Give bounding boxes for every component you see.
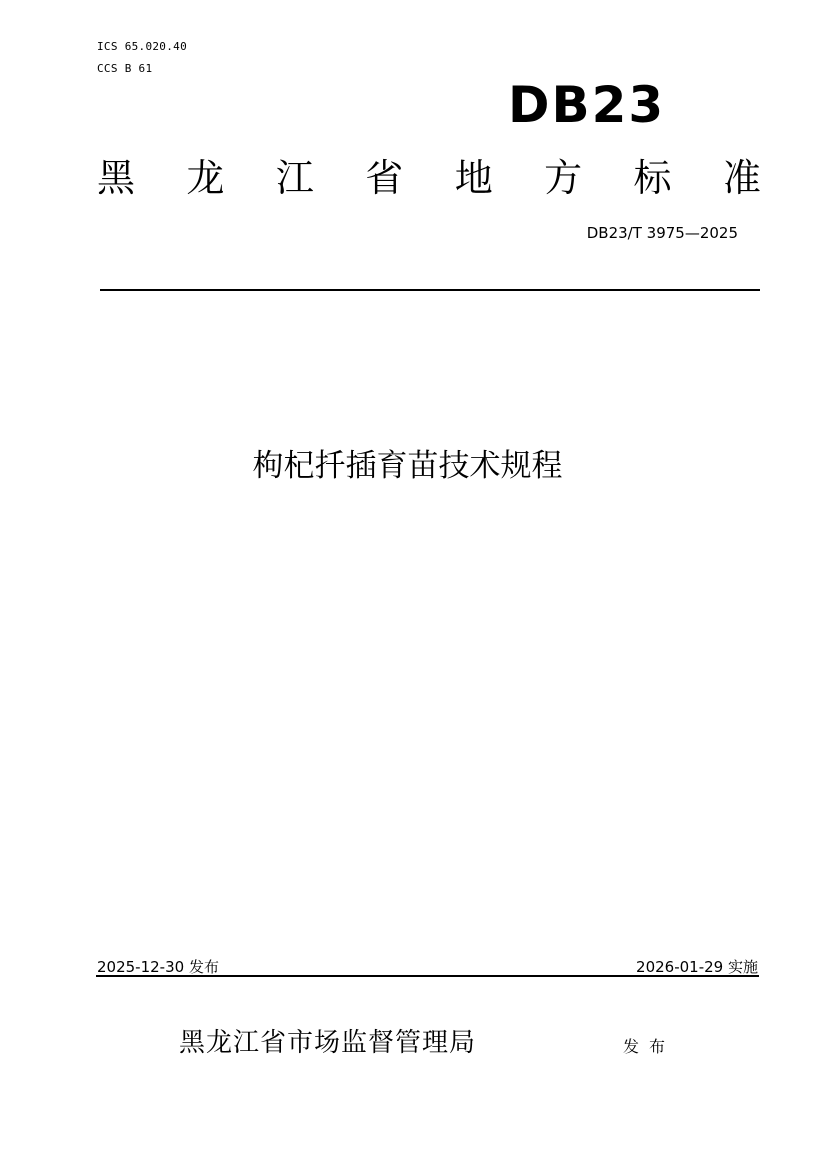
standard-type-char: 省 bbox=[365, 156, 404, 200]
header-divider bbox=[100, 289, 760, 291]
standard-code-mark: DB23 bbox=[508, 76, 666, 134]
standard-type-heading bbox=[97, 150, 761, 206]
document-title: 枸杞扦插育苗技术规程 bbox=[252, 448, 563, 484]
standard-type-char: 江 bbox=[275, 156, 314, 200]
standard-type-char: 地 bbox=[454, 156, 493, 200]
standard-type-char: 准 bbox=[722, 156, 761, 200]
issuer-action-label: 发布 bbox=[623, 1037, 676, 1056]
standard-type-char: 龙 bbox=[186, 156, 225, 200]
footer-divider bbox=[96, 975, 759, 977]
standard-number: DB23/T 3975—2025 bbox=[586, 224, 738, 242]
standard-type-char: 黑 bbox=[97, 156, 136, 200]
issuing-authority: 黑龙江省市场监督管理局 bbox=[179, 1028, 477, 1058]
standard-type-char: 方 bbox=[544, 156, 583, 200]
issue-date: 2025-12-30 发布 bbox=[97, 958, 219, 976]
ics-code: ICS 65.020.40 bbox=[97, 40, 187, 53]
standard-type-char: 标 bbox=[633, 156, 672, 200]
ccs-code: CCS B 61 bbox=[97, 62, 153, 75]
implementation-date: 2026-01-29 实施 bbox=[636, 958, 758, 976]
